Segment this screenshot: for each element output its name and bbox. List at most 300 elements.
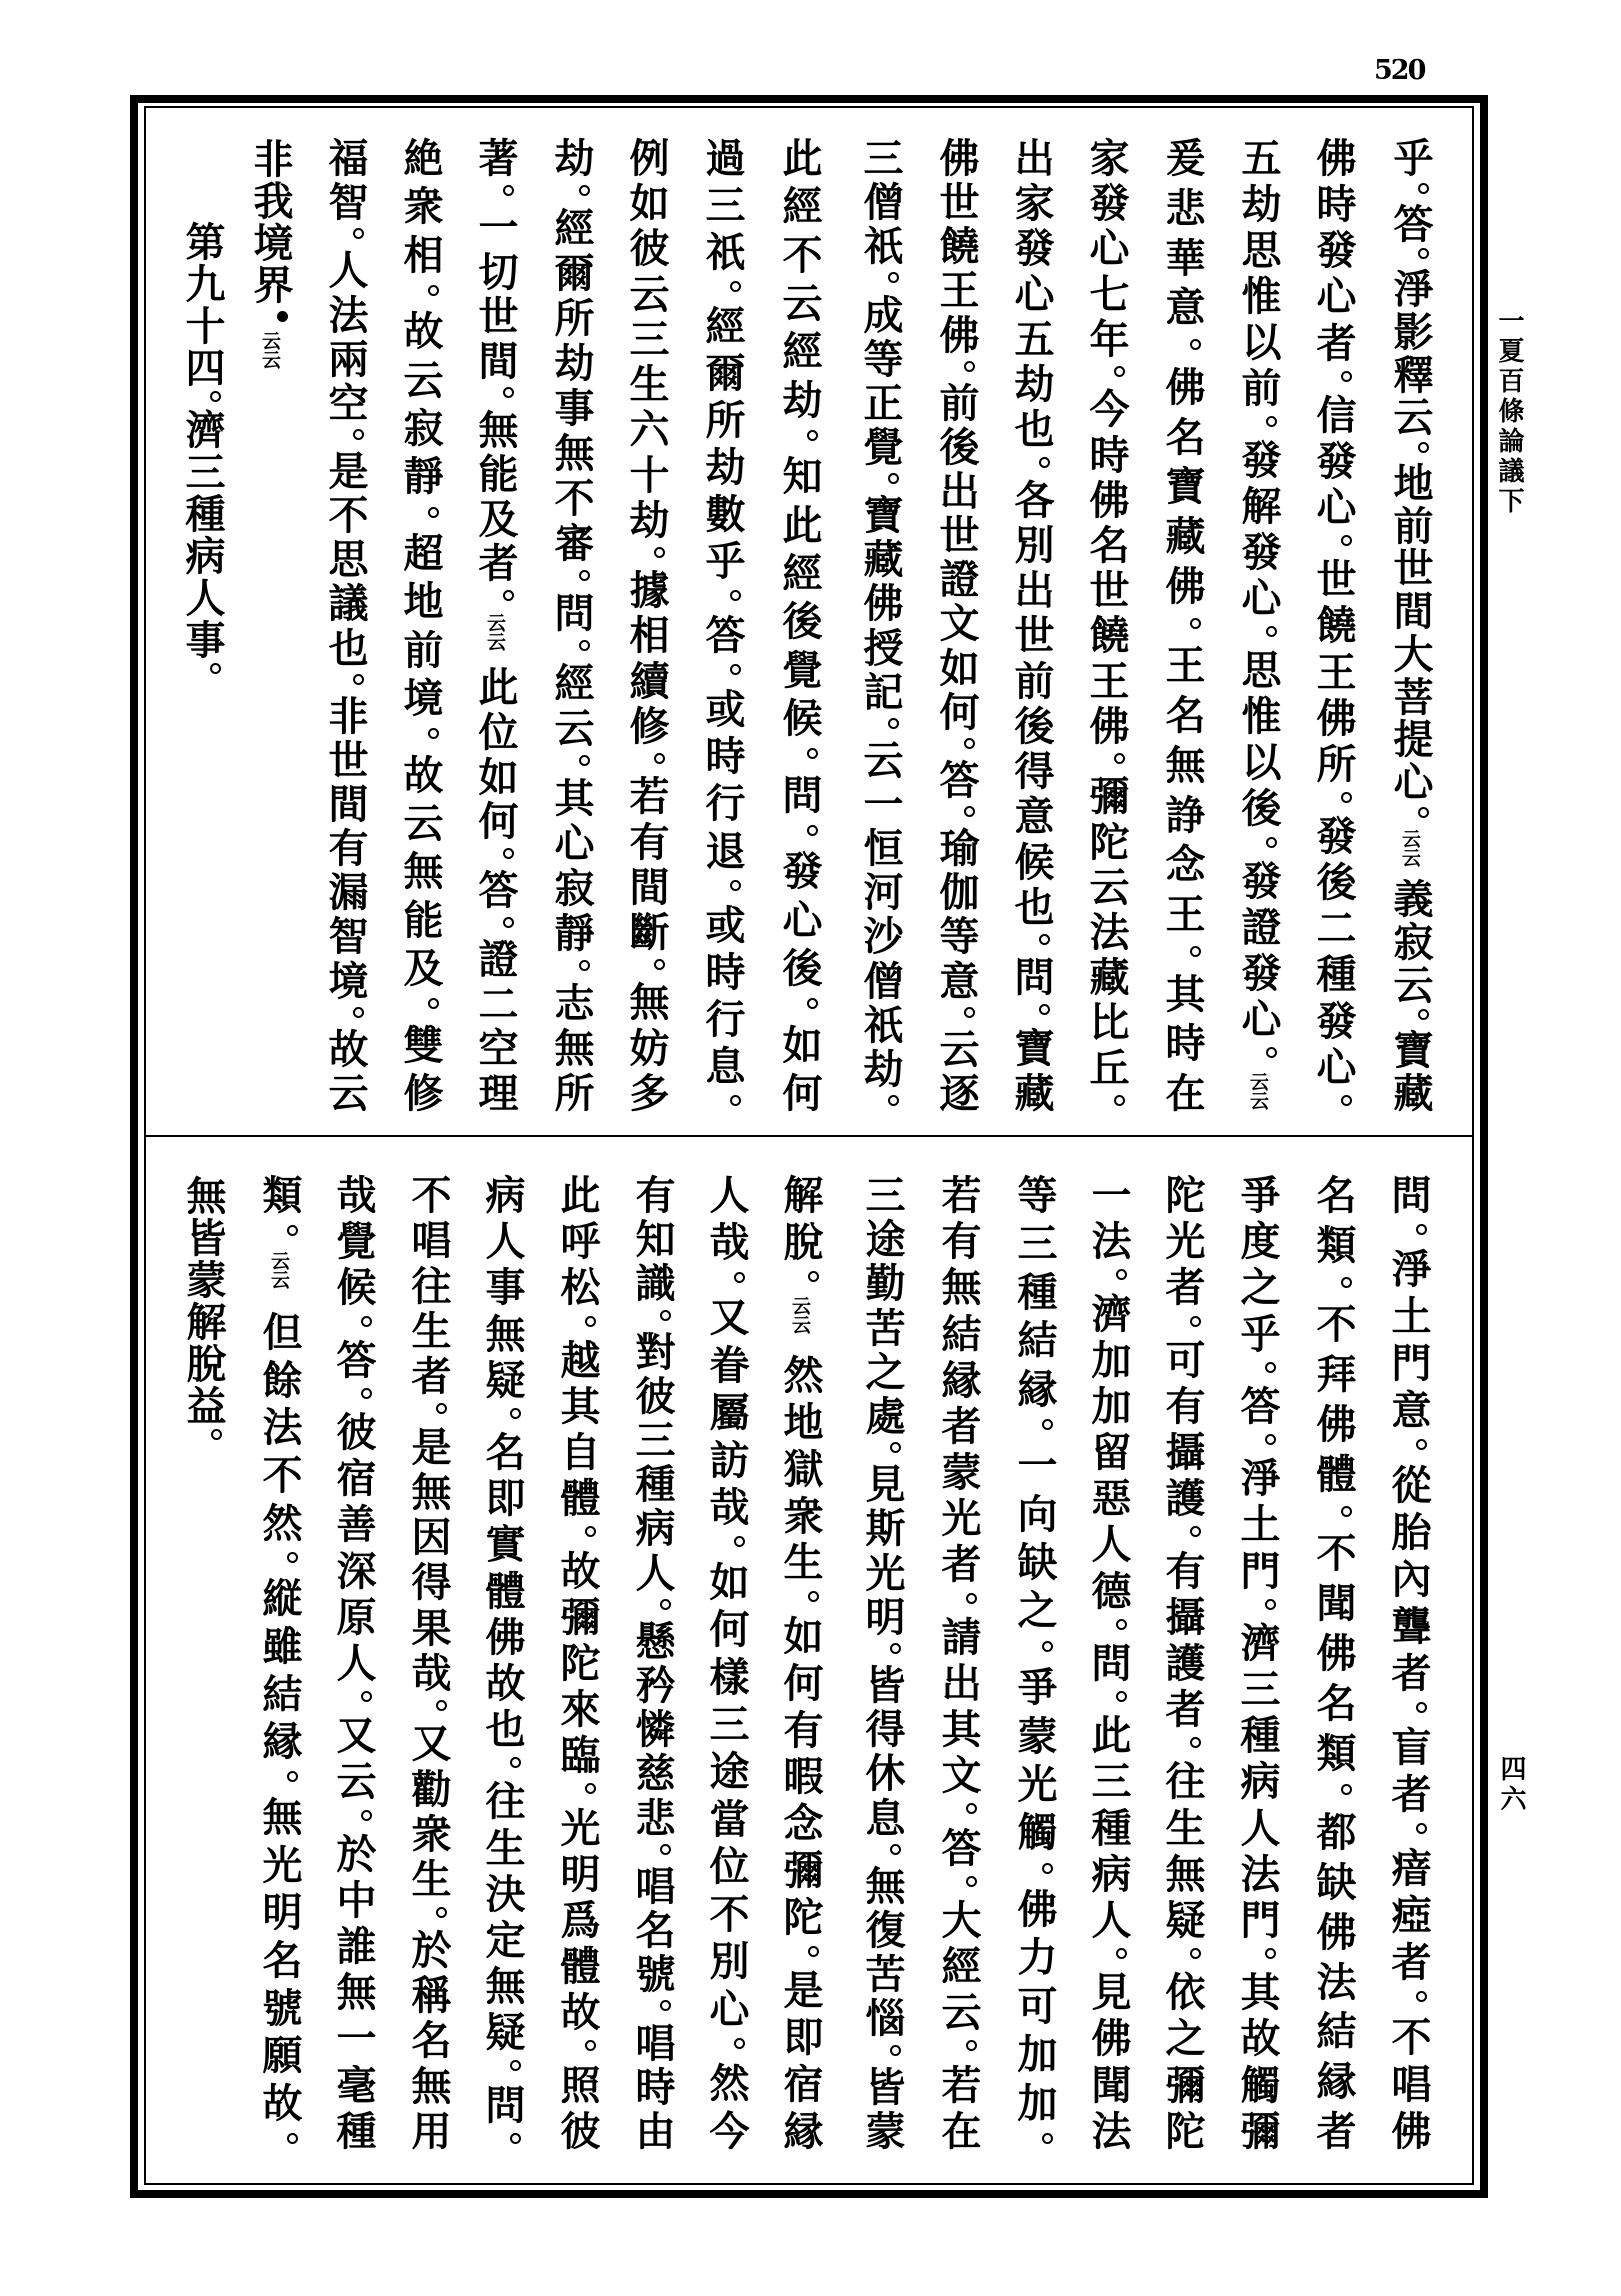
bottom-column (1303, 1174, 1363, 2150)
glyph: 毫 (330, 2063, 377, 2104)
glyph: 地 (777, 1400, 824, 1441)
punctuation-mark (1237, 1596, 1277, 1616)
punctuation-mark (1011, 931, 1051, 951)
glyph: 屬 (703, 1391, 750, 1432)
glyph: 彼 (554, 2109, 601, 2150)
glyph: 名 (1310, 1174, 1357, 1214)
punctuation-mark (1237, 1945, 1277, 1965)
glyph: 證 (1235, 905, 1282, 946)
top-column (1228, 137, 1288, 1112)
glyph: 華 (1159, 236, 1206, 277)
glyph: 無 (405, 2064, 452, 2105)
glyph: 覺 (330, 1220, 377, 1261)
punctuation-mark (1313, 1503, 1353, 1523)
glyph: 光 (935, 1497, 982, 1538)
glyph: 佛 (1310, 1910, 1357, 1951)
glyph: 生 (623, 363, 670, 404)
glyph: 智 (322, 181, 369, 222)
glyph: 者 (1385, 1941, 1432, 1982)
punctuation-mark (1086, 750, 1126, 770)
glyph: 對 (629, 1330, 676, 1371)
glyph: 缺 (1011, 1541, 1058, 1581)
glyph: 種 (1310, 953, 1357, 994)
glyph: 出 (1008, 569, 1055, 610)
top-column (465, 137, 525, 1112)
glyph: 何 (933, 690, 980, 731)
glyph: 不 (548, 477, 595, 517)
glyph: 各 (1008, 478, 1055, 519)
glyph: 可 (1159, 1338, 1206, 1379)
glyph: 心 (1387, 761, 1434, 801)
glyph: 是 (405, 1425, 452, 1466)
glyph: 覺 (776, 648, 823, 689)
glyph: 事 (548, 387, 595, 427)
page-number: 520 (1374, 55, 1425, 86)
glyph: 皆 (859, 2065, 906, 2106)
glyph: 盲 (1385, 1726, 1432, 1767)
glyph: 得 (1008, 750, 1055, 791)
glyph: 三 (1085, 1760, 1132, 1801)
glyph: 如 (777, 1614, 824, 1655)
glyph: 審 (548, 522, 595, 562)
glyph: 爾 (548, 252, 595, 292)
glyph: 拜 (1310, 1353, 1357, 1394)
punctuation-mark (475, 845, 515, 865)
glyph: 經 (548, 662, 595, 702)
top-column (616, 137, 676, 1112)
glyph: 兩 (322, 337, 369, 378)
section-divider (146, 1135, 1472, 1137)
glyph: 勤 (859, 1262, 906, 1303)
punctuation-mark (1014, 1416, 1054, 1436)
glyph: 比 (1083, 1001, 1130, 1042)
glyph: 衆 (405, 1812, 452, 1853)
glyph: 當 (703, 1797, 750, 1838)
glyph: 類 (256, 1174, 303, 1214)
glyph: 靜 (548, 912, 595, 952)
glyph: 二 (1310, 907, 1357, 948)
glyph: 法 (1234, 1852, 1281, 1893)
glyph: 劫 (548, 342, 595, 382)
glyph: 濟 (1234, 1621, 1281, 1662)
glyph: 七 (1083, 272, 1130, 313)
punctuation-mark (1313, 532, 1353, 552)
punctuation-mark (1237, 1431, 1277, 1451)
glyph: 世 (1008, 614, 1055, 655)
glyph: 者 (935, 1543, 982, 1584)
glyph: 候 (776, 696, 823, 737)
glyph: 候 (1008, 840, 1055, 881)
glyph: 加 (1085, 1384, 1132, 1425)
punctuation-mark (632, 1841, 672, 1861)
glyph: 觸 (1011, 1811, 1058, 1852)
glyph: 若 (623, 775, 670, 816)
glyph: 後 (1310, 861, 1357, 902)
glyph: 疑 (479, 2011, 526, 2052)
top-column (541, 137, 601, 1112)
glyph: 靜 (397, 455, 444, 496)
interlinear-note: 云云 (268, 1251, 290, 1290)
punctuation-mark (557, 1313, 597, 1333)
punctuation-mark (780, 1268, 820, 1288)
glyph: 世 (472, 295, 519, 336)
glyph: 僧 (857, 959, 904, 1000)
top-column (1303, 137, 1363, 1112)
glyph: 別 (1008, 523, 1055, 564)
glyph: 劫 (548, 137, 595, 177)
glyph: 意 (1008, 795, 1055, 836)
spacer (475, 658, 515, 662)
glyph: 法 (1085, 1220, 1132, 1261)
glyph: 位 (472, 710, 519, 751)
glyph: 其 (548, 777, 595, 817)
glyph: 可 (1011, 1984, 1058, 2025)
punctuation-mark (259, 1768, 299, 1788)
glyph: 候 (330, 1266, 377, 1307)
glyph: 經 (776, 330, 823, 371)
punctuation-mark (860, 269, 900, 289)
glyph: 決 (479, 1872, 526, 1913)
glyph: 何 (472, 800, 519, 841)
glyph: 不 (1310, 1303, 1357, 1344)
glyph: 陀 (777, 1895, 824, 1936)
glyph: 所 (1310, 742, 1357, 783)
punctuation-mark (936, 358, 976, 378)
punctuation-mark (938, 1873, 978, 1893)
punctuation-mark (1162, 1523, 1202, 1543)
glyph: 正 (857, 381, 904, 422)
glyph: 不 (776, 233, 823, 274)
punctuation-mark (706, 1269, 746, 1289)
glyph: 證 (933, 558, 980, 599)
glyph: 六 (623, 408, 670, 449)
glyph: 名 (479, 1431, 526, 1472)
punctuation-mark (551, 182, 591, 202)
glyph: 生 (1159, 1806, 1206, 1847)
glyph: 寂 (548, 867, 595, 907)
glyph: 者 (1385, 1651, 1432, 1692)
glyph: 加 (1011, 2081, 1058, 2122)
punctuation-mark (702, 587, 742, 607)
glyph: 家 (1008, 182, 1055, 223)
glyph: 名 (256, 1938, 303, 1979)
top-column (390, 137, 450, 1112)
glyph: 心 (548, 822, 595, 862)
glyph: 佛 (1310, 1402, 1357, 1443)
glyph: 縁 (1310, 2060, 1357, 2101)
glyph: 瘖 (1385, 1847, 1432, 1888)
glyph: 有 (935, 1220, 982, 1261)
punctuation-mark (333, 1807, 373, 1827)
glyph: 唱 (405, 1219, 452, 1260)
punctuation-mark (862, 2042, 902, 2062)
punctuation-mark (862, 1439, 902, 1459)
glyph: 過 (699, 137, 746, 177)
glyph: 宿 (330, 1457, 377, 1498)
glyph: 超 (397, 531, 444, 572)
glyph: 云 (330, 1760, 377, 1801)
glyph: 衆 (777, 1494, 824, 1535)
glyph: 心 (1008, 272, 1055, 313)
glyph: 實 (479, 1523, 526, 1564)
glyph: 者 (1310, 2109, 1357, 2150)
glyph: 有 (623, 820, 670, 861)
glyph: 名 (1159, 694, 1206, 734)
glyph: 果 (405, 1606, 452, 1647)
glyph: 益 (180, 1385, 227, 1425)
glyph: 前 (1008, 659, 1055, 700)
glyph: 又 (703, 1296, 750, 1337)
glyph: 饒 (1310, 604, 1357, 645)
glyph: 非 (322, 694, 369, 735)
glyph: 惱 (859, 1997, 906, 2038)
punctuation-mark (325, 426, 365, 446)
punctuation-mark (1313, 789, 1353, 809)
punctuation-mark (1390, 1006, 1430, 1026)
glyph: 影 (1387, 310, 1434, 351)
glyph: 云 (857, 738, 904, 779)
glyph: 事 (179, 619, 226, 659)
glyph: 行 (699, 782, 746, 823)
glyph: 經 (699, 305, 746, 346)
punctuation-mark (183, 1426, 223, 1446)
glyph: 有 (1159, 1549, 1206, 1590)
punctuation-mark (862, 1841, 902, 1861)
glyph: 陀 (1083, 820, 1130, 861)
glyph: 非 (247, 138, 294, 178)
glyph: 彼 (629, 1374, 676, 1415)
glyph: 復 (859, 1909, 906, 1950)
glyph: 藏 (1083, 956, 1130, 997)
glyph: 心 (1235, 997, 1282, 1038)
glyph: 發 (776, 850, 823, 891)
punctuation-mark (1388, 1988, 1428, 2008)
glyph: 答 (472, 869, 519, 910)
glyph: 者 (1159, 1688, 1206, 1729)
glyph: 故 (322, 1027, 369, 1068)
glyph: 僧 (857, 181, 904, 222)
glyph: 護 (1159, 1641, 1206, 1682)
punctuation-mark (1162, 1945, 1202, 1965)
glyph: 佛 (1083, 478, 1130, 519)
punctuation-mark (408, 1697, 448, 1717)
glyph: 劫 (776, 378, 823, 419)
glyph: 問 (548, 592, 595, 632)
glyph: 據 (623, 569, 670, 610)
glyph: 後 (933, 425, 980, 466)
glyph: 疑 (1159, 1898, 1206, 1939)
glyph: 德 (1085, 1569, 1132, 1610)
glyph: 明 (859, 1595, 906, 1636)
punctuation-mark (702, 278, 742, 298)
glyph: 寶 (857, 494, 904, 535)
spacer (259, 1299, 299, 1303)
punctuation-mark (1088, 1945, 1128, 1965)
glyph: 二 (472, 982, 519, 1023)
glyph: 以 (1235, 321, 1282, 362)
glyph: 祇 (857, 225, 904, 266)
glyph: 如 (933, 646, 980, 687)
glyph: 名 (629, 1909, 676, 1950)
glyph: 不 (703, 1892, 750, 1933)
glyph: 一 (472, 206, 519, 247)
glyph: 世 (1310, 558, 1357, 599)
interlinear-note: 云云 (789, 1296, 811, 1335)
glyph: 皆 (859, 1664, 906, 1705)
glyph: 境 (247, 222, 294, 262)
interlinear-note: 云云 (259, 331, 281, 369)
glyph: 後 (1235, 787, 1282, 828)
glyph: 生 (777, 1541, 824, 1582)
glyph: 種 (1085, 1806, 1132, 1847)
punctuation-mark (1388, 1820, 1428, 1840)
glyph: 無 (548, 432, 595, 472)
glyph: 劫 (623, 498, 670, 539)
glyph: 無 (180, 1175, 227, 1215)
glyph: 世 (1083, 569, 1130, 610)
glyph: 其 (935, 1708, 982, 1749)
glyph: 五 (1235, 137, 1282, 177)
glyph: 乎 (1234, 1312, 1281, 1353)
glyph: 發 (1235, 439, 1282, 480)
glyph: 成 (857, 293, 904, 334)
bottom-column (1004, 1174, 1064, 2150)
glyph: 蒙 (859, 2109, 906, 2150)
glyph: 光 (859, 1551, 906, 1592)
glyph: 出 (1008, 137, 1055, 177)
punctuation-mark (325, 1004, 365, 1024)
glyph: 縁 (256, 1720, 303, 1761)
glyph: 於 (330, 1832, 377, 1873)
glyph: 理 (472, 1071, 519, 1112)
glyph: 後 (776, 946, 823, 987)
glyph: 斷 (623, 910, 670, 951)
glyph: 是 (777, 1969, 824, 2010)
glyph: 無 (1159, 743, 1206, 784)
glyph: 明 (256, 1891, 303, 1932)
glyph: 勸 (405, 1767, 452, 1808)
glyph: 人 (179, 577, 226, 617)
glyph: 見 (859, 1463, 906, 1504)
glyph: 問 (1085, 1641, 1132, 1682)
glyph: 法 (256, 1406, 303, 1447)
glyph: 自 (554, 1431, 601, 1472)
glyph: 人 (1085, 1523, 1132, 1564)
glyph: 間 (472, 339, 519, 380)
glyph: 悲 (1159, 186, 1206, 227)
glyph: 或 (699, 903, 746, 944)
glyph: 心 (1310, 1045, 1357, 1086)
punctuation-mark (1086, 363, 1126, 383)
punctuation-mark (936, 735, 976, 755)
glyph: 三 (703, 1703, 750, 1744)
section-heading-column (172, 137, 232, 1112)
punctuation-mark (475, 182, 515, 202)
glyph: 體 (554, 1945, 601, 1986)
glyph: 處 (859, 1394, 906, 1435)
glyph: 不 (405, 1174, 452, 1214)
glyph: 十 (623, 453, 670, 494)
glyph: 也 (1008, 408, 1055, 449)
glyph: 菩 (1387, 675, 1434, 716)
glyph: 其 (554, 1384, 601, 1425)
glyph: 或 (699, 688, 746, 729)
glyph: 矜 (629, 1664, 676, 1705)
glyph: 眷 (703, 1343, 750, 1384)
glyph: 訪 (703, 1438, 750, 1479)
top-column (315, 137, 375, 1112)
glyph: 其 (1234, 1971, 1281, 2012)
glyph: 佛 (1011, 1888, 1058, 1928)
glyph: 前 (1235, 367, 1282, 408)
glyph: 今 (1083, 388, 1130, 429)
glyph: 空 (322, 381, 369, 422)
glyph: 得 (859, 1708, 906, 1749)
bottom-column-closing (173, 1174, 233, 2150)
bottom-column (1227, 1174, 1287, 2150)
glyph: 意 (1159, 286, 1206, 327)
glyph: 間 (623, 865, 670, 906)
glyph: 惡 (1085, 1477, 1132, 1518)
glyph: 佛 (1159, 365, 1206, 406)
glyph: 志 (548, 982, 595, 1022)
glyph: 生 (405, 1858, 452, 1899)
glyph: 時 (699, 735, 746, 776)
glyph: 後 (1008, 704, 1055, 745)
glyph: 不 (1310, 1532, 1357, 1573)
glyph: 心 (1310, 275, 1357, 316)
punctuation-mark (1313, 1781, 1353, 1801)
punctuation-mark (1238, 623, 1278, 643)
glyph: 答 (1234, 1384, 1281, 1425)
glyph: 者 (1385, 1773, 1432, 1814)
glyph: 沙 (857, 915, 904, 956)
punctuation-mark (1388, 1221, 1428, 1241)
punctuation-mark (1313, 368, 1353, 388)
glyph: 名 (1159, 415, 1206, 456)
punctuation-mark (333, 1313, 373, 1333)
glyph: 相 (623, 614, 670, 655)
glyph: 出 (933, 470, 980, 510)
glyph: 病 (1085, 1852, 1132, 1893)
punctuation-mark (482, 1754, 522, 1774)
bottom-column (622, 1174, 682, 2150)
glyph: 提 (1387, 718, 1434, 759)
glyph: 云 (397, 801, 444, 842)
running-head: 一夏百條論議下 (1494, 307, 1524, 517)
glyph: 故 (479, 1661, 526, 1702)
punctuation-mark (482, 1405, 522, 1425)
punctuation-mark (779, 995, 819, 1015)
glyph: 無 (1159, 1852, 1206, 1893)
glyph: 問 (1008, 956, 1055, 997)
glyph: 經 (776, 185, 823, 226)
glyph: 息 (699, 1044, 746, 1085)
glyph: 心 (1235, 577, 1282, 618)
glyph: 休 (859, 1752, 906, 1793)
glyph: 類 (1310, 1731, 1357, 1772)
glyph: 藏 (1387, 1071, 1434, 1112)
glyph: 等 (1011, 1174, 1058, 1214)
glyph: 病 (1234, 1760, 1281, 1801)
punctuation-mark (626, 544, 666, 564)
glyph: 無 (479, 1312, 526, 1353)
glyph: 大 (1387, 632, 1434, 673)
glyph: 發 (1310, 439, 1357, 480)
glyph: 法 (1083, 910, 1130, 951)
glyph: 丘 (1083, 1046, 1130, 1087)
glyph: 無 (935, 1266, 982, 1307)
